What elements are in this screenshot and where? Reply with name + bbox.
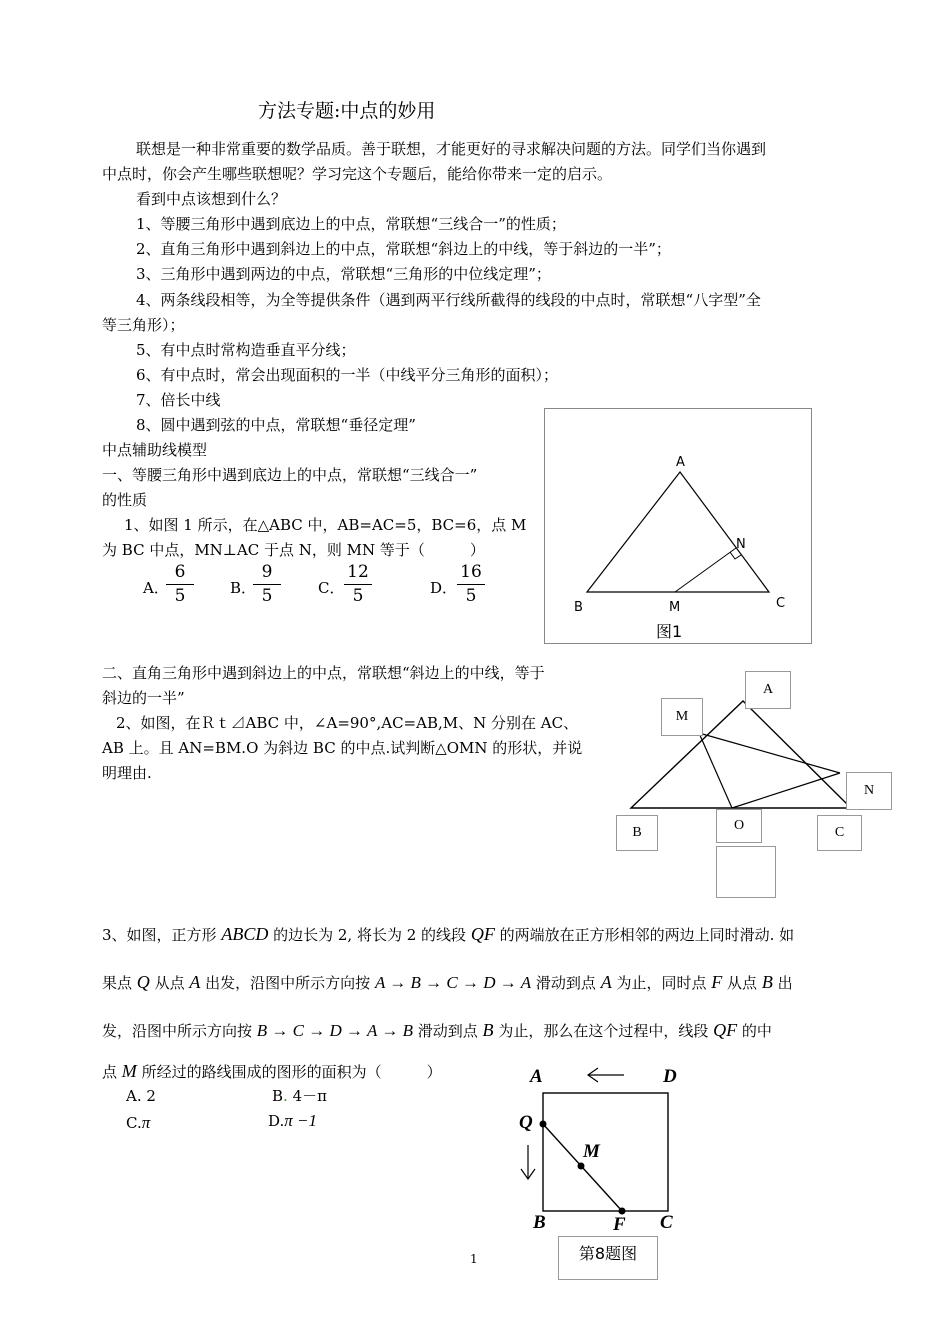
option-a-num: 6 bbox=[166, 561, 194, 585]
option-b-label: B． bbox=[230, 579, 257, 597]
fig2-label-a: A bbox=[745, 671, 791, 709]
tip-1: 1、等腰三角形中遇到底边上的中点，常联想“三线合一”的性质； bbox=[136, 215, 566, 233]
p3-option-c-value: π bbox=[141, 1113, 151, 1132]
p3-var-m: M bbox=[121, 1061, 137, 1081]
fig3-caption: 第8题图 bbox=[558, 1236, 658, 1280]
p3-var-qf: QF bbox=[713, 1020, 738, 1040]
p3-text: 出 bbox=[777, 974, 793, 992]
problem2-text: 2、如图，在Ｒｔ⊿ABC 中，∠A=90°,AC=AB,M、N 分别在 AC、 bbox=[116, 714, 579, 732]
option-b-fraction bbox=[253, 561, 281, 607]
p3-option-b-label: B bbox=[272, 1087, 284, 1105]
option-d-label: D． bbox=[430, 579, 458, 597]
intro-line-1: 联想是一种非常重要的数学品质。善于联想，才能更好的寻求解决问题的方法。同学们当你遇到 bbox=[136, 140, 767, 158]
tip-8: 8、圆中遇到弦的中点，常联想“垂径定理” bbox=[136, 416, 416, 434]
fig2-label-m: M bbox=[661, 698, 703, 736]
fig1-label-n: N bbox=[736, 537, 746, 552]
problem3-line-4 bbox=[102, 1059, 442, 1085]
section1-heading: 一、等腰三角形中遇到底边上的中点，常联想“三线合一” bbox=[102, 466, 478, 484]
fig2-label-o: O bbox=[716, 809, 762, 843]
intro-question: 看到中点该想到什么？ bbox=[136, 190, 287, 208]
p3-text: 出发，沿图中所示方向按 bbox=[205, 974, 371, 992]
p3-text: 3、如图，正方形 bbox=[102, 926, 217, 944]
p3-option-c-label: C. bbox=[126, 1114, 142, 1132]
option-d-den: 5 bbox=[465, 586, 477, 606]
p3-path-f: B → C → D → A → B bbox=[256, 1021, 413, 1040]
fig1-label-b: B bbox=[574, 600, 583, 615]
p3-option-b-sep: . bbox=[283, 1087, 288, 1105]
option-d-fraction bbox=[457, 561, 485, 607]
p3-text: 滑动到点 bbox=[417, 1022, 478, 1040]
fig3-label-f: F bbox=[613, 1214, 626, 1235]
p3-var-qf: QF bbox=[470, 924, 495, 944]
tip-2: 2、直角三角形中遇到斜边上的中点，常联想“斜边上的中线，等于斜边的一半”； bbox=[136, 240, 671, 258]
fig3-label-b: B bbox=[533, 1212, 546, 1233]
option-b-num: 9 bbox=[253, 561, 281, 585]
option-a-fraction bbox=[166, 561, 194, 607]
section2-heading-cont: 斜边的一半” bbox=[102, 689, 185, 707]
tip-7: 7、倍长中线 bbox=[136, 391, 221, 409]
fig2-label-b: B bbox=[616, 815, 658, 851]
p3-text: 的中 bbox=[741, 1022, 772, 1040]
p3-text: 从点 bbox=[154, 974, 185, 992]
p3-option-d-label: D. bbox=[268, 1112, 285, 1130]
p3-text: 为止，那么在这个过程中，线段 bbox=[498, 1022, 709, 1040]
tip-3: 3、三角形中遇到两边的中点，常联想“三角形的中位线定理”； bbox=[136, 265, 551, 283]
problem2-text-cont: AB 上。且 AN=BM.O 为斜边 BC 的中点.试判断△OMN 的形状，并说 bbox=[102, 739, 583, 757]
fig2-label-c: C bbox=[817, 815, 862, 851]
option-c-den: 5 bbox=[352, 586, 364, 606]
p3-var-a: A bbox=[600, 972, 612, 992]
fig3-label-q: Q bbox=[519, 1112, 533, 1133]
figure-1 bbox=[544, 408, 812, 644]
p3-var-a: A bbox=[189, 972, 201, 992]
fig1-caption: 图1 bbox=[656, 622, 683, 641]
tip-4-cont: 等三角形）； bbox=[102, 316, 185, 334]
section1-heading-cont: 的性质 bbox=[102, 491, 148, 509]
problem3-line-3 bbox=[102, 1018, 772, 1044]
option-b-den: 5 bbox=[261, 586, 273, 606]
fig1-label-m: M bbox=[669, 600, 681, 615]
p3-var-b: B bbox=[761, 972, 773, 992]
p3-text: 从点 bbox=[727, 974, 758, 992]
fig2-empty-box bbox=[716, 846, 776, 898]
p3-text: 滑动到点 bbox=[535, 974, 596, 992]
p3-option-b-value: 4－π bbox=[292, 1087, 327, 1105]
problem3-line-2 bbox=[102, 970, 793, 996]
p3-var-abcd: ABCD bbox=[221, 924, 269, 944]
problem3-option-d bbox=[268, 1108, 317, 1134]
problem3-option-c bbox=[126, 1110, 150, 1136]
tip-6: 6、有中点时，常会出现面积的一半（中线平分三角形的面积）； bbox=[136, 366, 559, 384]
option-a-label: A． bbox=[143, 579, 169, 597]
page-number: 1 bbox=[470, 1252, 478, 1266]
p3-option-d-value: π −1 bbox=[284, 1111, 318, 1130]
intro-line-2: 中点时，你会产生哪些联想呢？学习完这个专题后，能给你带来一定的启示。 bbox=[102, 165, 613, 183]
fig1-label-a: A bbox=[676, 455, 685, 470]
problem1-text-cont: 为 BC 中点，MN⊥AC 于点 N，则 MN 等于（ ） bbox=[102, 541, 485, 559]
section2-heading: 二、直角三角形中遇到斜边上的中点，常联想“斜边上的中线，等于 bbox=[102, 664, 545, 682]
figure-2-triangle bbox=[620, 680, 860, 830]
p3-var-f: F bbox=[711, 972, 723, 992]
p3-path-q: A → B → C → D → A bbox=[374, 973, 532, 992]
fig2-label-n: N bbox=[846, 772, 892, 810]
problem1-text: 1、如图 1 所示，在△ABC 中，AB=AC=5，BC=6，点 M bbox=[124, 516, 527, 534]
p3-text: 果点 bbox=[102, 974, 133, 992]
p3-text: 为止，同时点 bbox=[616, 974, 707, 992]
p3-text: 的两端放在正方形相邻的两边上同时滑动. 如 bbox=[499, 926, 795, 944]
page-title: 方法专题:中点的妙用 bbox=[258, 100, 436, 122]
p3-text: 的边长为 2, 将长为 2 的线段 bbox=[273, 926, 467, 944]
problem2-text-cont-2: 明理由. bbox=[102, 764, 152, 782]
fig1-label-c: C bbox=[776, 596, 786, 611]
option-c-fraction bbox=[344, 561, 372, 607]
option-c-label: C． bbox=[318, 579, 345, 597]
fig3-label-d: D bbox=[663, 1066, 677, 1087]
p3-var-q: Q bbox=[136, 972, 150, 992]
tip-4: 4、两条线段相等，为全等提供条件（遇到两平行线所截得的线段的中点时，常联想“八字型”全 bbox=[136, 291, 761, 309]
option-c-num: 12 bbox=[344, 561, 372, 585]
tip-5: 5、有中点时常构造垂直平分线； bbox=[136, 341, 356, 359]
option-d-num: 16 bbox=[457, 561, 485, 585]
option-a-den: 5 bbox=[174, 586, 186, 606]
p3-text: 发，沿图中所示方向按 bbox=[102, 1022, 253, 1040]
problem3-line-1 bbox=[102, 922, 794, 948]
fig3-label-a: A bbox=[530, 1066, 543, 1087]
p3-text: 点 bbox=[102, 1063, 118, 1081]
p3-var-b: B bbox=[482, 1020, 494, 1040]
problem3-option-b bbox=[272, 1084, 327, 1109]
fig3-label-m: M bbox=[583, 1141, 600, 1162]
p3-text: 所经过的路线围成的图形的面积为（ ） bbox=[141, 1063, 442, 1081]
fig3-label-c: C bbox=[660, 1212, 673, 1233]
problem3-option-a: A. 2 bbox=[126, 1087, 156, 1105]
model-heading: 中点辅助线模型 bbox=[102, 441, 208, 459]
